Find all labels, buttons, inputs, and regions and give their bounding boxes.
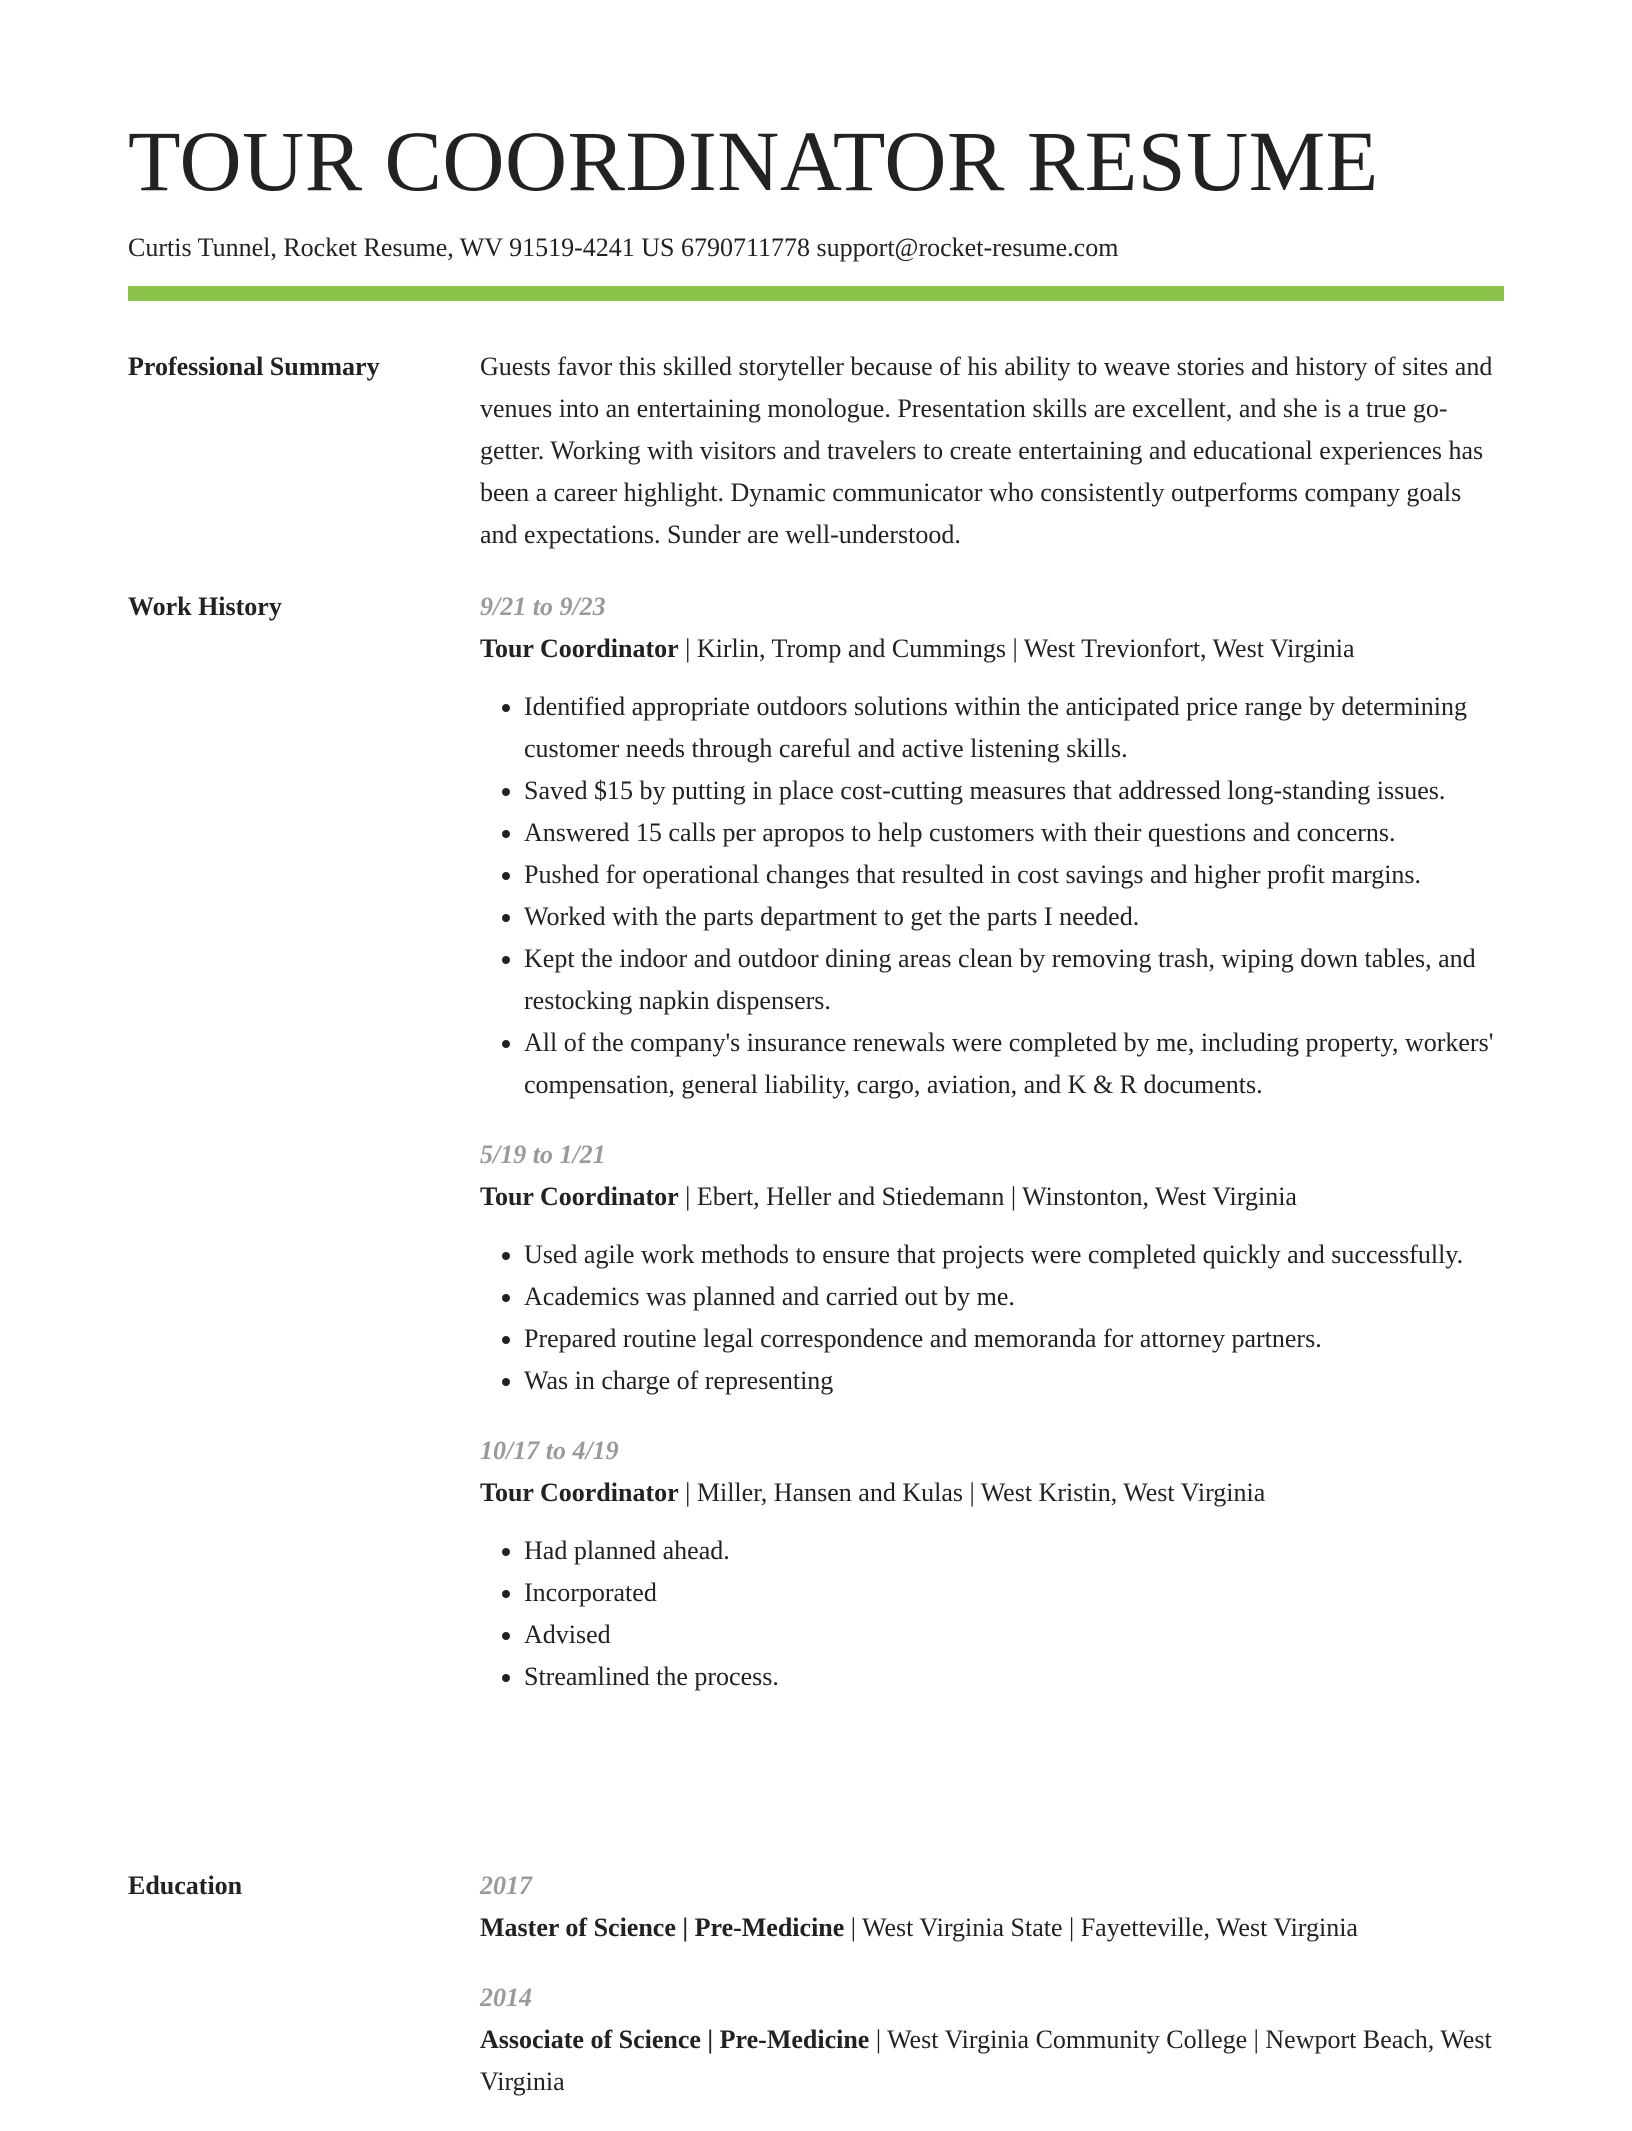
degree-details: | West Virginia State | Fayetteville, West Virginia — [844, 1913, 1358, 1942]
job-title: Tour Coordinator — [480, 1478, 679, 1507]
bullet-item: • Pushed for operational changes that resulted in cost savings and higher profit margins. — [524, 854, 1504, 896]
work-history-heading: Work History — [128, 592, 282, 621]
bullet-item: • Had planned ahead. — [524, 1530, 1504, 1572]
bullet-item: • Streamlined the process. — [524, 1656, 1504, 1698]
summary-body — [480, 346, 1504, 556]
bullet-item: • Used agile work methods to ensure that projects were completed quickly and successfully. — [524, 1234, 1504, 1276]
degree-year: 2017 — [480, 1871, 532, 1900]
job-dates: 5/19 to 1/21 — [480, 1140, 606, 1169]
bullet-item: • All of the company's insurance renewals were completed by me, including property, workers' compensation, general liability, cargo, aviation, and K & R documents. — [524, 1022, 1504, 1106]
degree-details: | West Virginia Community College | Newport Beach, West Virginia — [480, 2025, 1492, 2096]
degree-year: 2014 — [480, 1983, 532, 2012]
job-details: | Ebert, Heller and Stiedemann | Winstonton, West Virginia — [678, 1182, 1297, 1211]
bullet-item: • Incorporated — [524, 1572, 1504, 1614]
job-title: Tour Coordinator — [480, 1182, 679, 1211]
bullet-item: • Advised — [524, 1614, 1504, 1656]
job-details: | Kirlin, Tromp and Cummings | West Trevionfort, West Virginia — [678, 634, 1355, 663]
degree-entry — [480, 1865, 1504, 1949]
degree-entry — [480, 1977, 1504, 2103]
job-title: Tour Coordinator — [480, 634, 679, 663]
bullet-item: • Prepared routine legal correspondence and memoranda for attorney partners. — [524, 1318, 1504, 1360]
bullet-item: • Kept the indoor and outdoor dining areas clean by removing trash, wiping down tables, and restocking napkin dispensers. — [524, 938, 1504, 1022]
degree-name: Master of Science | Pre-Medicine — [480, 1913, 845, 1942]
bullet-item: • Saved $15 by putting in place cost-cutting measures that addressed long-standing issues. — [524, 770, 1504, 812]
job-entry — [480, 1134, 1504, 1402]
summary-text: Guests favor this skilled storyteller because of his ability to weave stories and history of sites and venues into an entertaining monologue. Presentation skills are excellent, and she is a true go-getter. Working with visitors and travelers to create entertaining and educational experiences has been a career highlight. Dynamic communicator who consistently outperforms company goals and expectations. Sunder are well-understood. — [480, 352, 1493, 549]
job-heading — [480, 1176, 1504, 1218]
education-heading: Education — [128, 1871, 243, 1900]
bullet-item: • Academics was planned and carried out by me. — [524, 1276, 1504, 1318]
job-heading — [480, 628, 1504, 670]
bullet-item: • Was in charge of representing — [524, 1360, 1504, 1402]
degree-heading — [480, 1907, 1504, 1949]
bullet-item: • Worked with the parts department to get the parts I needed. — [524, 896, 1504, 938]
job-entry — [480, 1430, 1504, 1698]
job-bullets — [480, 1530, 1504, 1698]
bullet-item: • Identified appropriate outdoors solutions within the anticipated price range by determining customer needs through careful and active listening skills. — [524, 686, 1504, 770]
resume-title: TOUR COORDINATOR RESUME — [128, 113, 1379, 209]
degree-heading — [480, 2019, 1504, 2103]
contact-line: Curtis Tunnel, Rocket Resume, WV 91519-4241 US 6790711778 support@rocket-resume.com — [128, 233, 1119, 262]
bullet-item: • Answered 15 calls per apropos to help customers with their questions and concerns. — [524, 812, 1504, 854]
job-bullets — [480, 686, 1504, 1106]
job-entry — [480, 586, 1504, 1106]
summary-heading: Professional Summary — [128, 352, 380, 381]
job-bullets — [480, 1234, 1504, 1402]
job-dates: 9/21 to 9/23 — [480, 592, 606, 621]
job-heading — [480, 1472, 1504, 1514]
accent-divider — [128, 286, 1504, 301]
work-history-body — [480, 586, 1504, 1726]
job-dates: 10/17 to 4/19 — [480, 1436, 619, 1465]
education-body — [480, 1865, 1504, 2131]
degree-name: Associate of Science | Pre-Medicine — [480, 2025, 870, 2054]
job-details: | Miller, Hansen and Kulas | West Kristin, West Virginia — [678, 1478, 1266, 1507]
